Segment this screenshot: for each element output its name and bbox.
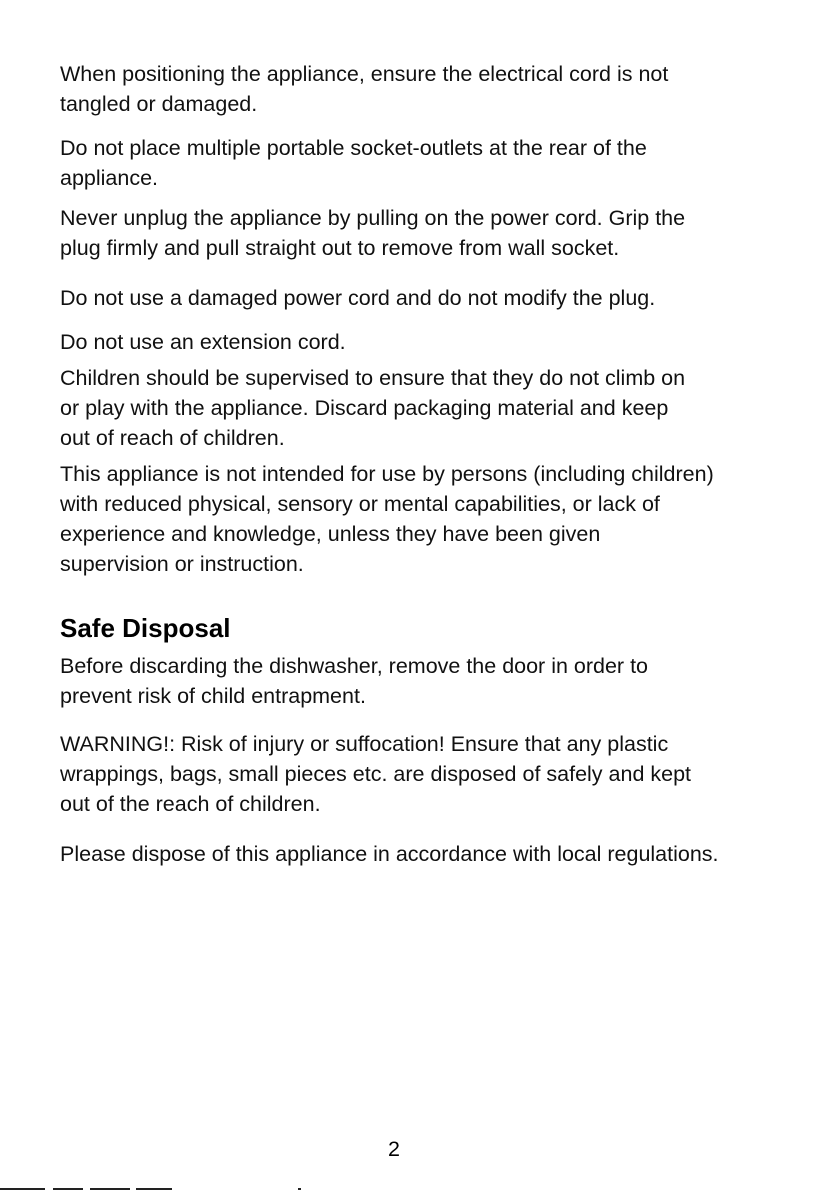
paragraph-reduced-capabilities: This appliance is not intended for use by persons (including children) with reduced physical, sensory or mental capabilities, or lack of experience and knowledge, unless they have been given supervision or instruction.: [60, 462, 714, 576]
paragraph-children-supervision: Children should be supervised to ensure that they do not climb on or play with the appliance. Discard packaging material and keep out of reach of children.: [60, 366, 686, 450]
paragraph-socket-outlets: Do not place multiple portable socket-outlets at the rear of the appliance.: [60, 136, 647, 190]
section-heading-safe-disposal: Safe Disposal: [60, 613, 231, 643]
paragraph-extension-cord: Do not use an extension cord.: [60, 330, 346, 354]
scan-edge-marks: [0, 1186, 839, 1191]
paragraph-unplug: Never unplug the appliance by pulling on the power cord. Grip the plug firmly and pull straight out to remove from wall socket.: [60, 206, 686, 260]
paragraph-cord-positioning: When positioning the appliance, ensure the electrical cord is not tangled or damaged.: [60, 62, 669, 116]
paragraph-damaged-cord: Do not use a damaged power cord and do not modify the plug.: [60, 286, 656, 310]
paragraph-remove-door: Before discarding the dishwasher, remove the door in order to prevent risk of child entrapment.: [60, 654, 648, 708]
paragraph-local-regulations: Please dispose of this appliance in accordance with local regulations.: [60, 842, 719, 866]
paragraph-warning-suffocation: WARNING!: Risk of injury or suffocation! Ensure that any plastic wrappings, bags, small pieces etc. are disposed of safely and kept out of the reach of children.: [60, 732, 692, 816]
page-number: 2: [388, 1137, 400, 1161]
